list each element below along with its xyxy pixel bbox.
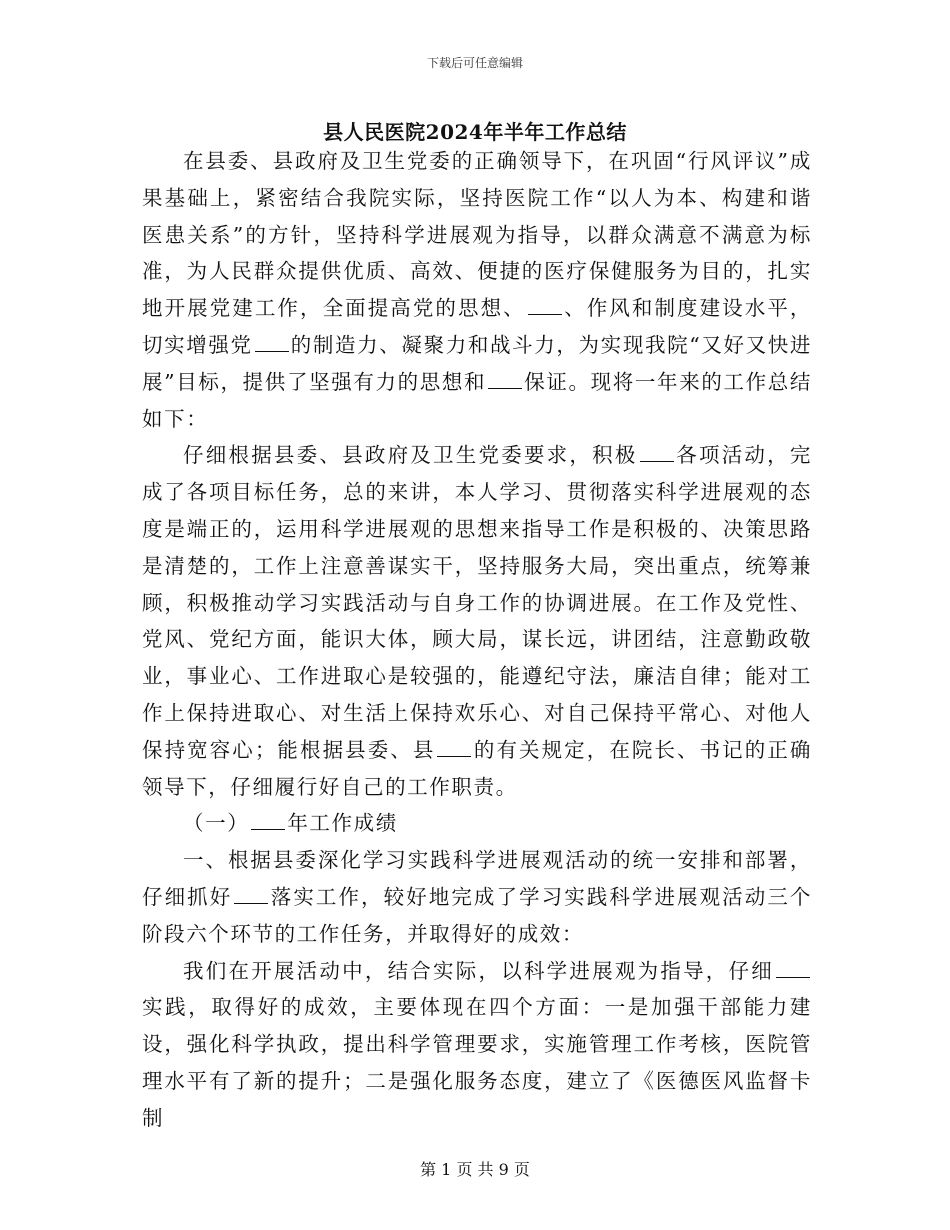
fill-in-blank [255, 331, 289, 352]
paragraph-text: 仔细根据县委、县政府及卫生党委要求，积极 [183, 443, 638, 468]
paragraph-text: 一、根据县委深化学习实践科学进展观活动的统一安排和部署，仔细抓好 [142, 848, 812, 909]
header-note: 下载后可任意编辑 [426, 56, 523, 70]
fill-in-blank [488, 368, 522, 389]
paragraph-text: 的制造力、凝聚力和战斗力，为实现我院“又好又快进展”目标，提供了坚强有力的思想和 [142, 332, 812, 394]
fill-in-blank [437, 736, 471, 757]
paragraph [142, 437, 812, 805]
fill-in-blank [528, 294, 562, 315]
section-heading [142, 805, 812, 842]
paragraph [142, 143, 812, 437]
document-body [142, 143, 812, 1137]
fill-in-blank [776, 957, 810, 978]
paragraph-text: 各项活动，完成了各项目标任务，总的来讲，本人学习、贯彻落实科学进展观的态度是端正的，运用科学进展观的思想来指导工作是积极的、决策思路是清楚的，工作上注意善谋实干，坚持服务大局，突出重点，统筹兼顾，积极推动学习实践活动与自身工作的协调进展。在工作及党性、党风、党纪方面，能识大体，顾大局，谋长远，讲团结，注意勤政敬业，事业心、工作进取心是较强的，能遵纪守法，廉洁自律；能对工作上保持进取心、对生活上保持欢乐心、对自己保持平常心、对他人保持宽容心；能根据县委、县 [142, 443, 812, 762]
fill-in-blank [234, 883, 268, 904]
fill-in-blank [640, 441, 674, 462]
paragraph-text: 的有关规定，在院长、书记的正确领导下，仔细履行好自己的工作职责。 [142, 737, 812, 799]
paragraph-text: 在县委、县政府及卫生党委的正确领导下，在巩固“行风评议”成果基础上，紧密结合我院实际，坚持医院工作“以人为本、构建和谐医患关系”的方针，坚持科学进展观为指导，以群众满意不满意为标准，为人民群众提供优质、高效、便捷的医疗保健服务为目的，扎实地开展党建工作，全面提高党的思想、 [142, 149, 812, 321]
paragraph-text: 落实工作，较好地完成了学习实践科学进展观活动三个阶段六个环节的工作任务，并取得好的成效： [142, 884, 812, 946]
paragraph-text: 年工作成绩 [287, 811, 398, 836]
paragraph-text: 保证。现将一年来的工作总结如下： [142, 369, 812, 431]
paragraph-text: 我们在开展活动中，结合实际，以科学进展观为指导，仔细 [183, 958, 774, 983]
paragraph-text: （一） [183, 811, 250, 836]
page-footer: 第 1 页 共 9 页 [420, 1160, 530, 1179]
document-title: 县人民医院2024年半年工作总结 [323, 120, 627, 144]
paragraph [142, 953, 812, 1137]
paragraph-text: 实践，取得好的成效，主要体现在四个方面：一是加强干部能力建设，强化科学执政，提出科学管理要求，实施管理工作考核，医院管理水平有了新的提升；二是强化服务态度，建立了《医德医风监督卡制 [142, 995, 812, 1130]
paragraph-text: 、作风和制度建设水平，切实增强党 [142, 296, 812, 357]
fill-in-blank [251, 809, 285, 830]
paragraph [142, 842, 812, 952]
